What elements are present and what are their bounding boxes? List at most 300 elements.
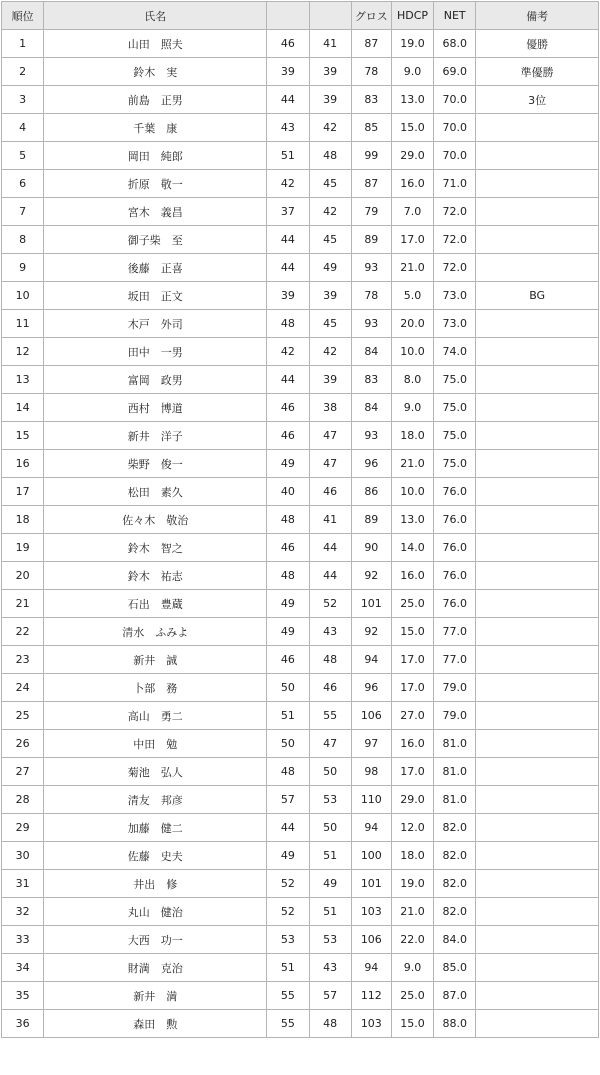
- in-score-cell: 51: [309, 842, 351, 870]
- gross-cell: 89: [351, 226, 391, 254]
- out-score-cell: 44: [267, 814, 309, 842]
- hdcp-cell: 13.0: [391, 86, 433, 114]
- table-row: [2, 786, 599, 814]
- note-cell: [476, 954, 599, 982]
- gross-cell: 103: [351, 898, 391, 926]
- note-cell: [476, 870, 599, 898]
- gross-cell: 92: [351, 618, 391, 646]
- name-cell: 高山 勇二: [44, 702, 267, 730]
- in-score-cell: 43: [309, 954, 351, 982]
- gross-cell: 93: [351, 254, 391, 282]
- out-score-cell: 39: [267, 282, 309, 310]
- hdcp-cell: 20.0: [391, 310, 433, 338]
- rank-cell: 21: [2, 590, 44, 618]
- out-score-cell: 52: [267, 898, 309, 926]
- gross-cell: 84: [351, 394, 391, 422]
- in-score-cell: 53: [309, 926, 351, 954]
- rank-cell: 16: [2, 450, 44, 478]
- name-cell: 田中 一男: [44, 338, 267, 366]
- in-score-cell: 48: [309, 646, 351, 674]
- note-cell: [476, 646, 599, 674]
- hdcp-cell: 16.0: [391, 730, 433, 758]
- rank-cell: 1: [2, 30, 44, 58]
- gross-cell: 93: [351, 422, 391, 450]
- note-cell: [476, 366, 599, 394]
- note-cell: [476, 842, 599, 870]
- in-score-cell: 44: [309, 562, 351, 590]
- out-score-cell: 44: [267, 254, 309, 282]
- net-cell: 84.0: [434, 926, 476, 954]
- hdcp-cell: 25.0: [391, 590, 433, 618]
- out-score-cell: 42: [267, 338, 309, 366]
- rank-cell: 33: [2, 926, 44, 954]
- table-row: [2, 646, 599, 674]
- hdcp-cell: 25.0: [391, 982, 433, 1010]
- name-cell: 清水 ふみよ: [44, 618, 267, 646]
- net-cell: 85.0: [434, 954, 476, 982]
- out-score-cell: 46: [267, 394, 309, 422]
- table-row: [2, 562, 599, 590]
- name-cell: 新井 洋子: [44, 422, 267, 450]
- in-score-cell: 47: [309, 422, 351, 450]
- table-row: [2, 674, 599, 702]
- out-score-cell: 52: [267, 870, 309, 898]
- hdcp-cell: 17.0: [391, 674, 433, 702]
- table-row: [2, 618, 599, 646]
- note-cell: [476, 702, 599, 730]
- rank-cell: 17: [2, 478, 44, 506]
- gross-cell: 106: [351, 926, 391, 954]
- hdcp-cell: 16.0: [391, 170, 433, 198]
- net-cell: 68.0: [434, 30, 476, 58]
- table-row: [2, 366, 599, 394]
- in-score-cell: 50: [309, 758, 351, 786]
- rank-cell: 23: [2, 646, 44, 674]
- name-cell: 石出 豊蔵: [44, 590, 267, 618]
- rank-cell: 3: [2, 86, 44, 114]
- in-score-cell: 49: [309, 254, 351, 282]
- name-cell: 岡田 純郎: [44, 142, 267, 170]
- in-score-cell: 45: [309, 226, 351, 254]
- rank-cell: 26: [2, 730, 44, 758]
- note-cell: 準優勝: [476, 58, 599, 86]
- gross-cell: 83: [351, 86, 391, 114]
- note-cell: [476, 730, 599, 758]
- in-score-cell: 46: [309, 674, 351, 702]
- table-row: [2, 870, 599, 898]
- note-cell: [476, 1010, 599, 1038]
- gross-cell: 84: [351, 338, 391, 366]
- out-score-cell: 51: [267, 954, 309, 982]
- gross-cell: 94: [351, 814, 391, 842]
- net-cell: 76.0: [434, 562, 476, 590]
- hdcp-cell: 12.0: [391, 814, 433, 842]
- rank-cell: 18: [2, 506, 44, 534]
- out-score-cell: 55: [267, 1010, 309, 1038]
- name-cell: 柴野 俊一: [44, 450, 267, 478]
- out-score-cell: 51: [267, 142, 309, 170]
- gross-cell: 98: [351, 758, 391, 786]
- table-row: [2, 254, 599, 282]
- table-row: [2, 142, 599, 170]
- table-row: [2, 450, 599, 478]
- in-score-cell: 43: [309, 618, 351, 646]
- note-cell: [476, 254, 599, 282]
- table-row: [2, 954, 599, 982]
- in-score-cell: 38: [309, 394, 351, 422]
- name-cell: 松田 素久: [44, 478, 267, 506]
- hdcp-cell: 21.0: [391, 898, 433, 926]
- gross-cell: 101: [351, 870, 391, 898]
- in-score-cell: 47: [309, 730, 351, 758]
- hdcp-cell: 29.0: [391, 142, 433, 170]
- header-rank: 順位: [2, 2, 44, 30]
- note-cell: [476, 422, 599, 450]
- header-row: [2, 2, 599, 30]
- out-score-cell: 48: [267, 506, 309, 534]
- hdcp-cell: 13.0: [391, 506, 433, 534]
- in-score-cell: 42: [309, 114, 351, 142]
- table-row: [2, 814, 599, 842]
- gross-cell: 79: [351, 198, 391, 226]
- name-cell: 新井 誠: [44, 646, 267, 674]
- name-cell: 後藤 正喜: [44, 254, 267, 282]
- note-cell: [476, 898, 599, 926]
- name-cell: 鈴木 智之: [44, 534, 267, 562]
- hdcp-cell: 17.0: [391, 758, 433, 786]
- net-cell: 72.0: [434, 254, 476, 282]
- net-cell: 73.0: [434, 282, 476, 310]
- name-cell: 大西 功一: [44, 926, 267, 954]
- name-cell: 鈴木 祐志: [44, 562, 267, 590]
- hdcp-cell: 15.0: [391, 618, 433, 646]
- table-row: [2, 114, 599, 142]
- gross-cell: 94: [351, 646, 391, 674]
- name-cell: 井出 修: [44, 870, 267, 898]
- gross-cell: 83: [351, 366, 391, 394]
- note-cell: [476, 758, 599, 786]
- rank-cell: 13: [2, 366, 44, 394]
- gross-cell: 89: [351, 506, 391, 534]
- table-row: [2, 422, 599, 450]
- table-row: [2, 842, 599, 870]
- in-score-cell: 55: [309, 702, 351, 730]
- name-cell: 宮木 義昌: [44, 198, 267, 226]
- out-score-cell: 51: [267, 702, 309, 730]
- hdcp-cell: 15.0: [391, 1010, 433, 1038]
- rank-cell: 5: [2, 142, 44, 170]
- hdcp-cell: 21.0: [391, 254, 433, 282]
- header-in: [309, 2, 351, 30]
- hdcp-cell: 16.0: [391, 562, 433, 590]
- net-cell: 82.0: [434, 814, 476, 842]
- out-score-cell: 49: [267, 590, 309, 618]
- name-cell: 前島 正男: [44, 86, 267, 114]
- out-score-cell: 40: [267, 478, 309, 506]
- net-cell: 72.0: [434, 226, 476, 254]
- hdcp-cell: 18.0: [391, 422, 433, 450]
- net-cell: 70.0: [434, 114, 476, 142]
- net-cell: 81.0: [434, 786, 476, 814]
- out-score-cell: 42: [267, 170, 309, 198]
- note-cell: [476, 338, 599, 366]
- header-hdcp: HDCP: [391, 2, 433, 30]
- gross-cell: 87: [351, 30, 391, 58]
- rank-cell: 20: [2, 562, 44, 590]
- in-score-cell: 44: [309, 534, 351, 562]
- note-cell: [476, 674, 599, 702]
- hdcp-cell: 9.0: [391, 394, 433, 422]
- hdcp-cell: 10.0: [391, 478, 433, 506]
- out-score-cell: 44: [267, 86, 309, 114]
- rank-cell: 29: [2, 814, 44, 842]
- name-cell: 清友 邦彦: [44, 786, 267, 814]
- rank-cell: 25: [2, 702, 44, 730]
- in-score-cell: 50: [309, 814, 351, 842]
- net-cell: 74.0: [434, 338, 476, 366]
- in-score-cell: 53: [309, 786, 351, 814]
- in-score-cell: 41: [309, 506, 351, 534]
- note-cell: [476, 394, 599, 422]
- hdcp-cell: 19.0: [391, 30, 433, 58]
- in-score-cell: 39: [309, 282, 351, 310]
- rank-cell: 24: [2, 674, 44, 702]
- net-cell: 76.0: [434, 534, 476, 562]
- name-cell: 鈴木 実: [44, 58, 267, 86]
- in-score-cell: 39: [309, 86, 351, 114]
- in-score-cell: 45: [309, 310, 351, 338]
- gross-cell: 86: [351, 478, 391, 506]
- rank-cell: 19: [2, 534, 44, 562]
- table-row: [2, 982, 599, 1010]
- in-score-cell: 57: [309, 982, 351, 1010]
- in-score-cell: 51: [309, 898, 351, 926]
- header-name: 氏名: [44, 2, 267, 30]
- net-cell: 75.0: [434, 422, 476, 450]
- note-cell: [476, 198, 599, 226]
- table-row: [2, 506, 599, 534]
- rank-cell: 8: [2, 226, 44, 254]
- out-score-cell: 48: [267, 758, 309, 786]
- net-cell: 75.0: [434, 450, 476, 478]
- note-cell: [476, 310, 599, 338]
- name-cell: 森田 勲: [44, 1010, 267, 1038]
- rank-cell: 22: [2, 618, 44, 646]
- gross-cell: 101: [351, 590, 391, 618]
- rank-cell: 35: [2, 982, 44, 1010]
- name-cell: 卜部 務: [44, 674, 267, 702]
- in-score-cell: 52: [309, 590, 351, 618]
- note-cell: BG: [476, 282, 599, 310]
- out-score-cell: 50: [267, 730, 309, 758]
- note-cell: [476, 226, 599, 254]
- rank-cell: 4: [2, 114, 44, 142]
- in-score-cell: 42: [309, 338, 351, 366]
- header-out: [267, 2, 309, 30]
- gross-cell: 103: [351, 1010, 391, 1038]
- gross-cell: 110: [351, 786, 391, 814]
- table-row: [2, 338, 599, 366]
- hdcp-cell: 17.0: [391, 226, 433, 254]
- name-cell: 佐藤 史夫: [44, 842, 267, 870]
- net-cell: 76.0: [434, 590, 476, 618]
- net-cell: 71.0: [434, 170, 476, 198]
- in-score-cell: 39: [309, 58, 351, 86]
- hdcp-cell: 7.0: [391, 198, 433, 226]
- rank-cell: 34: [2, 954, 44, 982]
- note-cell: 優勝: [476, 30, 599, 58]
- net-cell: 76.0: [434, 506, 476, 534]
- out-score-cell: 49: [267, 842, 309, 870]
- table-row: [2, 170, 599, 198]
- rank-cell: 2: [2, 58, 44, 86]
- table-row: [2, 226, 599, 254]
- note-cell: [476, 562, 599, 590]
- net-cell: 72.0: [434, 198, 476, 226]
- in-score-cell: 46: [309, 478, 351, 506]
- name-cell: 山田 照夫: [44, 30, 267, 58]
- out-score-cell: 43: [267, 114, 309, 142]
- out-score-cell: 37: [267, 198, 309, 226]
- name-cell: 中田 勉: [44, 730, 267, 758]
- rank-cell: 6: [2, 170, 44, 198]
- net-cell: 73.0: [434, 310, 476, 338]
- rank-cell: 28: [2, 786, 44, 814]
- in-score-cell: 49: [309, 870, 351, 898]
- in-score-cell: 41: [309, 30, 351, 58]
- rank-cell: 31: [2, 870, 44, 898]
- hdcp-cell: 18.0: [391, 842, 433, 870]
- out-score-cell: 44: [267, 226, 309, 254]
- name-cell: 坂田 正文: [44, 282, 267, 310]
- in-score-cell: 42: [309, 198, 351, 226]
- results-table: [1, 1, 599, 1038]
- header-gross: グロス: [351, 2, 391, 30]
- net-cell: 69.0: [434, 58, 476, 86]
- rank-cell: 27: [2, 758, 44, 786]
- name-cell: 富岡 政男: [44, 366, 267, 394]
- rank-cell: 14: [2, 394, 44, 422]
- table-row: [2, 702, 599, 730]
- table-row: [2, 534, 599, 562]
- gross-cell: 112: [351, 982, 391, 1010]
- rank-cell: 10: [2, 282, 44, 310]
- net-cell: 75.0: [434, 366, 476, 394]
- out-score-cell: 48: [267, 562, 309, 590]
- gross-cell: 106: [351, 702, 391, 730]
- gross-cell: 99: [351, 142, 391, 170]
- note-cell: [476, 814, 599, 842]
- table-row: [2, 58, 599, 86]
- header-net: NET: [434, 2, 476, 30]
- note-cell: [476, 618, 599, 646]
- net-cell: 77.0: [434, 646, 476, 674]
- gross-cell: 92: [351, 562, 391, 590]
- table-row: [2, 1010, 599, 1038]
- out-score-cell: 55: [267, 982, 309, 1010]
- net-cell: 77.0: [434, 618, 476, 646]
- gross-cell: 94: [351, 954, 391, 982]
- out-score-cell: 53: [267, 926, 309, 954]
- rank-cell: 32: [2, 898, 44, 926]
- name-cell: 加藤 健二: [44, 814, 267, 842]
- net-cell: 76.0: [434, 478, 476, 506]
- net-cell: 79.0: [434, 674, 476, 702]
- gross-cell: 78: [351, 282, 391, 310]
- header-note: 備考: [476, 2, 599, 30]
- gross-cell: 85: [351, 114, 391, 142]
- note-cell: [476, 170, 599, 198]
- gross-cell: 87: [351, 170, 391, 198]
- in-score-cell: 39: [309, 366, 351, 394]
- note-cell: [476, 142, 599, 170]
- rank-cell: 11: [2, 310, 44, 338]
- rank-cell: 15: [2, 422, 44, 450]
- net-cell: 87.0: [434, 982, 476, 1010]
- rank-cell: 9: [2, 254, 44, 282]
- note-cell: [476, 590, 599, 618]
- net-cell: 82.0: [434, 842, 476, 870]
- out-score-cell: 39: [267, 58, 309, 86]
- rank-cell: 30: [2, 842, 44, 870]
- note-cell: [476, 982, 599, 1010]
- table-row: [2, 730, 599, 758]
- name-cell: 財満 克治: [44, 954, 267, 982]
- note-cell: [476, 926, 599, 954]
- note-cell: 3位: [476, 86, 599, 114]
- hdcp-cell: 15.0: [391, 114, 433, 142]
- gross-cell: 78: [351, 58, 391, 86]
- name-cell: 佐々木 敬治: [44, 506, 267, 534]
- note-cell: [476, 478, 599, 506]
- net-cell: 70.0: [434, 142, 476, 170]
- out-score-cell: 50: [267, 674, 309, 702]
- out-score-cell: 49: [267, 450, 309, 478]
- name-cell: 西村 博道: [44, 394, 267, 422]
- name-cell: 千葉 康: [44, 114, 267, 142]
- rank-cell: 7: [2, 198, 44, 226]
- out-score-cell: 46: [267, 30, 309, 58]
- hdcp-cell: 14.0: [391, 534, 433, 562]
- gross-cell: 97: [351, 730, 391, 758]
- net-cell: 82.0: [434, 870, 476, 898]
- name-cell: 新井 満: [44, 982, 267, 1010]
- gross-cell: 96: [351, 674, 391, 702]
- name-cell: 菊池 弘人: [44, 758, 267, 786]
- table-row: [2, 926, 599, 954]
- net-cell: 79.0: [434, 702, 476, 730]
- net-cell: 75.0: [434, 394, 476, 422]
- out-score-cell: 46: [267, 422, 309, 450]
- in-score-cell: 48: [309, 142, 351, 170]
- gross-cell: 96: [351, 450, 391, 478]
- table-row: [2, 590, 599, 618]
- name-cell: 丸山 健治: [44, 898, 267, 926]
- net-cell: 82.0: [434, 898, 476, 926]
- out-score-cell: 57: [267, 786, 309, 814]
- note-cell: [476, 534, 599, 562]
- hdcp-cell: 27.0: [391, 702, 433, 730]
- in-score-cell: 47: [309, 450, 351, 478]
- table-row: [2, 310, 599, 338]
- out-score-cell: 48: [267, 310, 309, 338]
- net-cell: 81.0: [434, 758, 476, 786]
- name-cell: 御子柴 至: [44, 226, 267, 254]
- net-cell: 81.0: [434, 730, 476, 758]
- out-score-cell: 46: [267, 534, 309, 562]
- table-row: [2, 30, 599, 58]
- net-cell: 88.0: [434, 1010, 476, 1038]
